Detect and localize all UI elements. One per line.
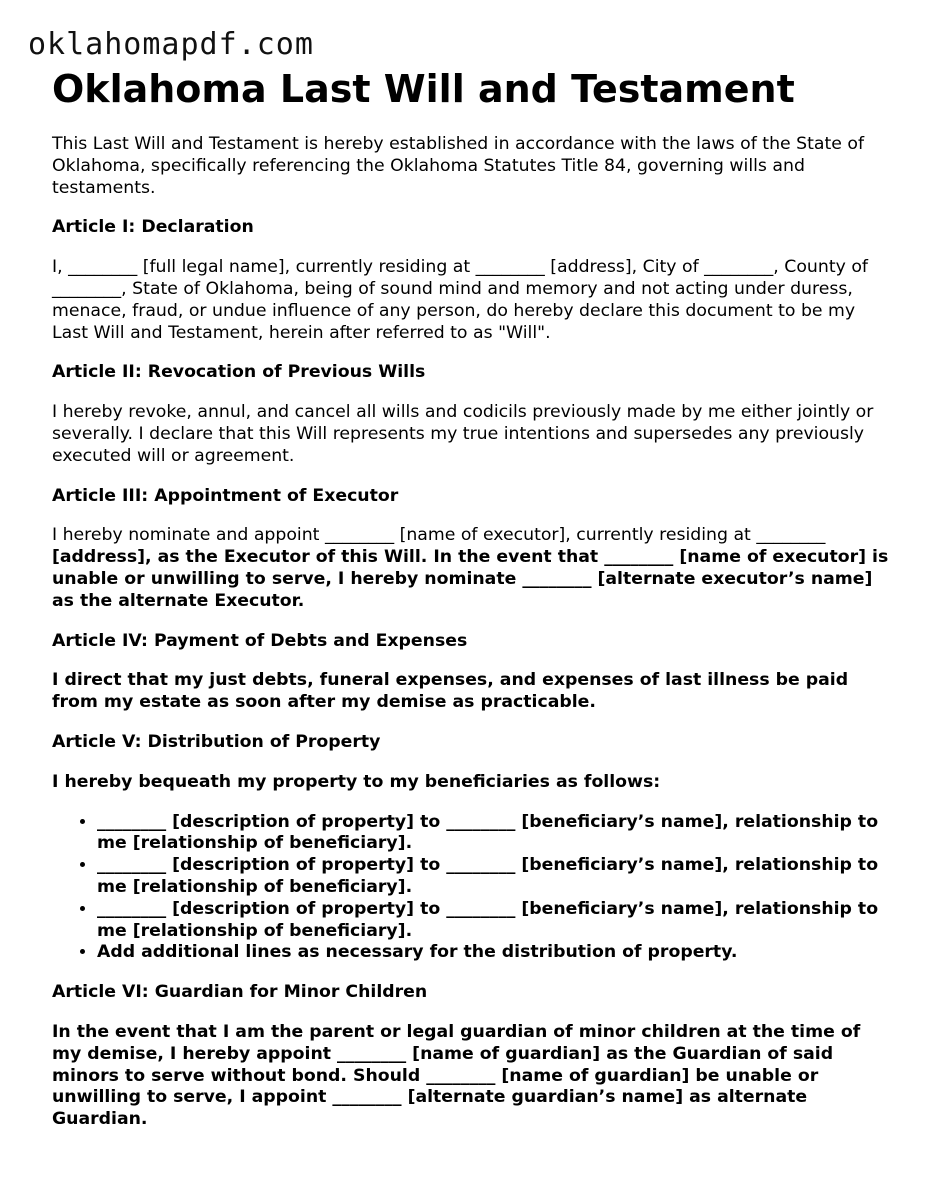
list-item: • ________ [description of property] to ________ [beneficiary’s name], relationship to me [relationship of beneficiary].: [97, 899, 892, 943]
article-3-body-regular: I hereby nominate and appoint ________ [name of executor], currently residing at ________: [52, 525, 826, 546]
document-title: Oklahoma Last Will and Testament: [52, 67, 795, 111]
article-3-heading: Article III: Appointment of Executor: [52, 485, 399, 506]
intro-paragraph: This Last Will and Testament is hereby established in accordance with the laws of the State of Oklahoma, specifically referencing the Oklahoma Statutes Title 84, governing wills and testaments.: [52, 134, 865, 198]
article-3-body-bold: [address], as the Executor of this Will. In the event that ________ [name of executor] is unable or unwilling to serve, I hereby nominate ________ [alternate executor’s name] as the alternate Executor.: [52, 547, 889, 611]
list-item: • ________ [description of property] to ________ [beneficiary’s name], relationship to me [relationship of beneficiary].: [97, 812, 892, 856]
list-item: • ________ [description of property] to ________ [beneficiary’s name], relationship to me [relationship of beneficiary].: [97, 855, 892, 899]
article-2-heading: Article II: Revocation of Previous Wills: [52, 362, 426, 383]
list-item: • Add additional lines as necessary for the distribution of property.: [97, 942, 892, 964]
article-3-body: [52, 525, 892, 612]
property-list: [52, 812, 892, 965]
article-4-body: I direct that my just debts, funeral expenses, and expenses of last illness be paid from my estate as soon after my demise as practicable.: [52, 670, 849, 713]
article-1-heading: Article I: Declaration: [52, 217, 254, 238]
article-6-heading: Article VI: Guardian for Minor Children: [52, 982, 428, 1003]
article-5-heading: Article V: Distribution of Property: [52, 731, 381, 752]
article-6-body: In the event that I am the parent or legal guardian of minor children at the time of my demise, I hereby appoint ________ [name of guardian] as the Guardian of said minors to serve without bond. Should ________ [name of guardian] be unable or unwilling to serve, I appoint ________ [alternate guardian’s name] as alternate Guardian.: [52, 1021, 861, 1130]
article-2-body: I hereby revoke, annul, and cancel all wills and codicils previously made by me either jointly or severally. I declare that this Will represents my true intentions and supersedes any previously executed will or agreement.: [52, 402, 874, 466]
site-watermark: oklahomapdf.com: [28, 27, 314, 62]
article-1-body: I, ________ [full legal name], currently residing at ________ [address], City of ________, County of ________, State of Oklahoma, being of sound mind and memory and not acting under duress, menace, fraud, or undue influence of any person, do hereby declare this document to be my Last Will and Testament, herein after referred to as "Will".: [52, 257, 868, 343]
document-page: [52, 68, 892, 1131]
article-4-heading: Article IV: Payment of Debts and Expenses: [52, 630, 468, 651]
article-5-body: I hereby bequeath my property to my beneficiaries as follows:: [52, 771, 661, 792]
